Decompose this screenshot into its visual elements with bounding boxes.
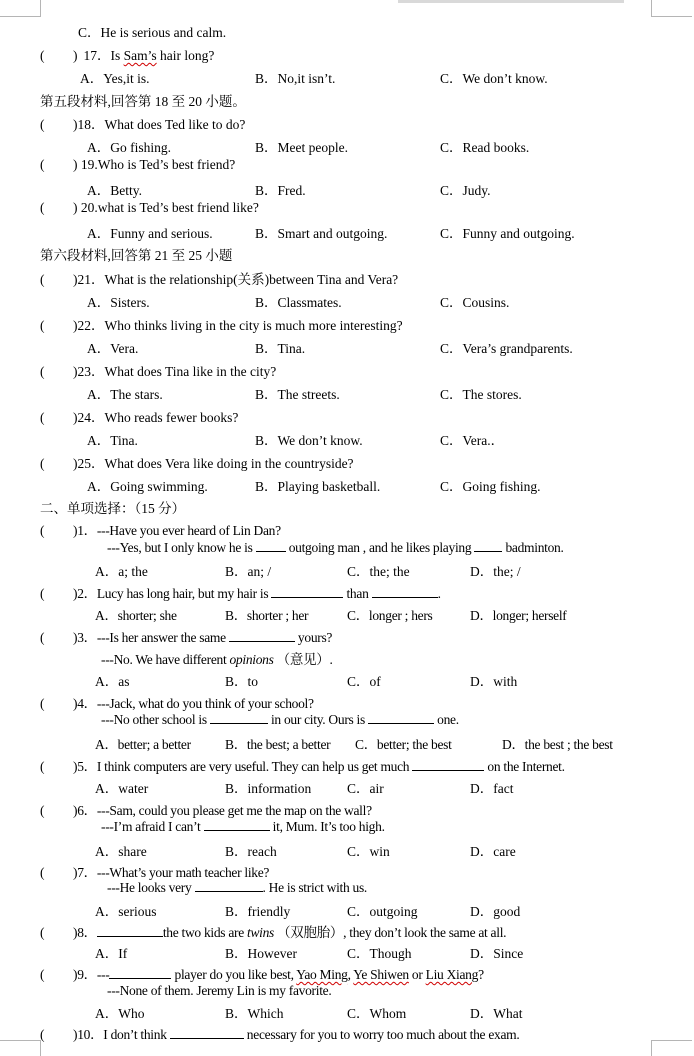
mc-question-7: ( )7．---What’s your math teacher like? <box>40 865 270 880</box>
answer-paren: ( <box>40 48 45 63</box>
answer-blank <box>372 586 438 598</box>
option-c: C．Whom <box>347 1006 407 1021</box>
question-23: ( )23．What does Tina like in the city? <box>40 364 277 379</box>
option-b: B．Fred. <box>255 183 306 198</box>
option-c: C．the; the <box>347 564 410 579</box>
option-a: A．Vera. <box>87 341 139 356</box>
mc-question-2: ( )2．Lucy has long hair, but my hair is than . <box>40 586 441 601</box>
question-20: ( ) 20.what is Ted’s best friend like? <box>40 200 259 215</box>
mc-question-1: ( )1．---Have you ever heard of Lin Dan? <box>40 523 281 538</box>
section-heading-5: 第五段材料,回答第 18 至 20 小题。 <box>40 94 246 109</box>
mc-question-6: ( )6．---Sam, could you please get me the map on the wall? <box>40 803 372 818</box>
option-b: B．We don’t know. <box>255 433 363 448</box>
option-b: B．shorter ; her <box>225 608 309 623</box>
option-d: D．What <box>470 1006 523 1021</box>
mc-question-4: ( )4．---Jack, what do you think of your school? <box>40 696 314 711</box>
option-a: A．Sisters. <box>87 295 150 310</box>
option-b: B．Smart and outgoing. <box>255 226 388 241</box>
option-d: D．the; / <box>470 564 521 579</box>
option-a: A．The stars. <box>87 387 163 402</box>
spellcheck-word: Liu Xiang <box>425 967 479 982</box>
option-a: A．Funny and serious. <box>87 226 213 241</box>
option-c: C．outgoing <box>347 904 418 919</box>
window-shadow <box>398 0 624 3</box>
option-d: D．longer; herself <box>470 608 567 623</box>
option-b: B．Which <box>225 1006 284 1021</box>
spellcheck-word: Sam’s <box>123 48 157 63</box>
section-heading-multiple-choice: 二、单项选择：（15 分） <box>40 501 186 516</box>
option-c: C．win <box>347 844 390 859</box>
page-corner-mark-top-right <box>651 0 692 17</box>
mc-question-3-line-2: ---No. We have different opinions （意见）. <box>101 652 333 667</box>
option-b: B．However <box>225 946 297 961</box>
page-corner-mark-bottom-left <box>0 1040 41 1056</box>
answer-blank <box>256 540 286 552</box>
question-22: ( )22．Who thinks living in the city is much more interesting? <box>40 318 403 333</box>
option-a: A．Tina. <box>87 433 138 448</box>
option-d: D．with <box>470 674 518 689</box>
option-d: D．good <box>470 904 521 919</box>
option-b: B．Classmates. <box>255 295 342 310</box>
mc-question-8: ( )8． the two kids are twins （双胞胎）, they don’t look the same at all. <box>40 925 507 940</box>
answer-blank <box>368 712 434 724</box>
option-a: A．as <box>95 674 130 689</box>
spellcheck-word: Ye Shiwen <box>353 967 409 982</box>
option-a: A．Go fishing. <box>87 140 171 155</box>
option-c: C．Judy. <box>440 183 491 198</box>
option-c: C．Read books. <box>440 140 530 155</box>
question-18: ( )18．What does Ted like to do? <box>40 117 246 132</box>
option-c: C．Though <box>347 946 412 961</box>
option-a: A．share <box>95 844 147 859</box>
option-c: C．Vera.． <box>440 433 505 448</box>
option-c: C．The stores. <box>440 387 522 402</box>
option-c: C．longer ; hers <box>347 608 433 623</box>
option-d: D．fact <box>470 781 514 796</box>
option-c: C．Cousins. <box>440 295 510 310</box>
mc-question-9: ( )9．--- player do you like best, Yao Ming, Ye Shiwen or Liu Xiang? <box>40 967 484 982</box>
answer-blank <box>204 819 270 831</box>
question-21: ( )21．What is the relationship(关系)between Tina and Vera? <box>40 272 399 287</box>
question-25: ( )25．What does Vera like doing in the countryside? <box>40 456 354 471</box>
option-a: A．If <box>95 946 128 961</box>
option-c: C．He is serious and calm. <box>78 25 227 40</box>
answer-blank <box>97 925 163 937</box>
question-19: ( ) 19.Who is Ted’s best friend? <box>40 157 236 172</box>
question-17: ( ) 17．Is Sam’s hair long? <box>40 48 215 63</box>
option-c: C．Going fishing. <box>440 479 541 494</box>
option-a: A．Who <box>95 1006 145 1021</box>
page-corner-mark-top-left <box>0 0 41 17</box>
answer-blank <box>170 1027 244 1039</box>
answer-blank <box>412 759 484 771</box>
option-c: C．Vera’s grandparents. <box>440 341 573 356</box>
answer-blank <box>474 540 502 552</box>
option-b: B．Playing basketball. <box>255 479 381 494</box>
option-b: B．to <box>225 674 259 689</box>
mc-question-4-line-2: ---No other school is in our city. Ours is one. <box>101 712 459 727</box>
option-a: A．Betty. <box>87 183 142 198</box>
option-d: D．the best ; the best <box>502 737 613 752</box>
option-b: B．an; / <box>225 564 272 579</box>
answer-blank <box>109 967 171 979</box>
mc-question-3: ( )3．---Is her answer the same yours? <box>40 630 333 645</box>
option-b: B．Meet people. <box>255 140 348 155</box>
mc-question-7-line-2: ---He looks very . He is strict with us. <box>107 880 367 895</box>
option-a: A．water <box>95 781 149 796</box>
answer-blank <box>195 880 263 892</box>
option-a: A．a; the <box>95 564 148 579</box>
answer-blank <box>271 586 343 598</box>
option-a: A．Yes,it is. <box>80 71 150 86</box>
option-b: B．Tina. <box>255 341 306 356</box>
option-b: B．reach <box>225 844 277 859</box>
mc-question-6-line-2: ---I’m afraid I can’t it, Mum. It’s too high. <box>101 819 385 834</box>
option-d: D．Since <box>470 946 524 961</box>
mc-question-5: ( )5．I think computers are very useful. They can help us get much on the Internet. <box>40 759 565 774</box>
mc-question-9-line-2: ---None of them. Jeremy Lin is my favorite. <box>107 983 332 998</box>
option-d: D．care <box>470 844 516 859</box>
option-b: B．information <box>225 781 312 796</box>
question-24: ( )24．Who reads fewer books? <box>40 410 239 425</box>
option-a: A．shorter; she <box>95 608 177 623</box>
option-b: B．No,it isn’t. <box>255 71 336 86</box>
mc-question-10: ( )10．I don’t think necessary for you to worry too much about the exam. <box>40 1027 520 1042</box>
option-b: B．The streets. <box>255 387 340 402</box>
page-corner-mark-bottom-right <box>651 1040 692 1056</box>
answer-blank <box>229 630 295 642</box>
option-c: C．of <box>347 674 381 689</box>
option-c: C．Funny and outgoing. <box>440 226 575 241</box>
option-c: C．air <box>347 781 384 796</box>
option-c: C．We don’t know. <box>440 71 548 86</box>
option-a: A．Going swimming. <box>87 479 208 494</box>
option-a: A．serious <box>95 904 157 919</box>
option-c: C．better; the best <box>355 737 452 752</box>
option-a: A．better; a better <box>95 737 191 752</box>
option-b: B．friendly <box>225 904 291 919</box>
answer-blank <box>210 712 268 724</box>
mc-question-1-line-2: ---Yes, but I only know he is outgoing man , and he likes playing badminton. <box>107 540 564 555</box>
spellcheck-word: Yao Ming <box>296 967 348 982</box>
section-heading-6: 第六段材料,回答第 21 至 25 小题 <box>40 248 233 263</box>
option-b: B．the best; a better <box>225 737 331 752</box>
